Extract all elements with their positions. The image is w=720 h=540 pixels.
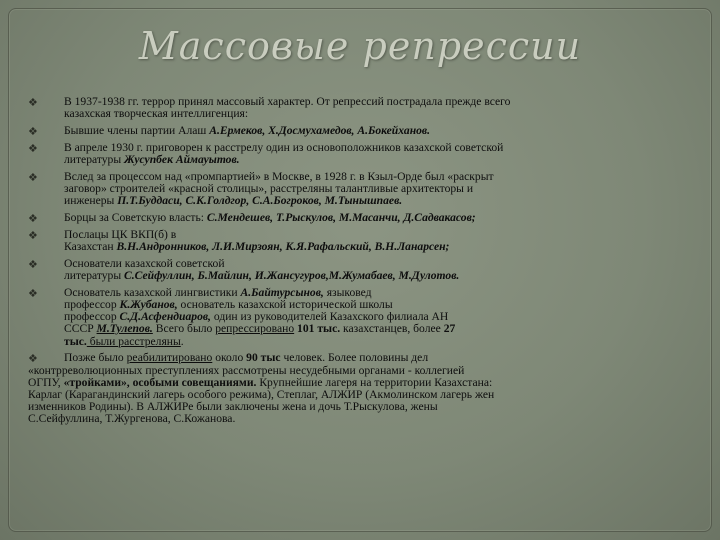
- list-item: ❖ В апреле 1930 г. приговорен к расстрелу один из основоположников казахской советской литературы Жусупбек Аймауытов.: [28, 140, 504, 166]
- list-item: ❖ Бывшие члены партии Алаш А.Ермеков, Х.Досмухамедов, А.Бокейханов.: [28, 124, 431, 138]
- diamond-bullet-icon: ❖: [28, 229, 38, 242]
- list-item: ❖ Основатель казахской лингвистики А.Байтурсынов, языковед профессор К.Жубанов, основатель казахской исторической школы профессор С.Д.Асфендиаров, один из руководителей Казахского филиала АН СССР М.Тулепов. Всего было репрессировано 101 тыс. казахстанцев, более 27 тыс. были расстреляны.: [28, 285, 456, 348]
- diamond-bullet-icon: ❖: [28, 213, 38, 225]
- diamond-bullet-icon: ❖: [28, 258, 38, 271]
- diamond-bullet-icon: ❖: [28, 171, 38, 184]
- diamond-bullet-icon: ❖: [28, 287, 38, 300]
- list-item: ❖ Основатели казахской советской литературы С.Сейфуллин, Б.Майлин, И.Жансугуров,М.Жумабаев, М.Дулотов.: [28, 256, 460, 282]
- list-item: ❖ Позже было реабилитировано около 90 тыс человек. Более половины дел «контрреволюционных преступлениях рассмотрены несудебными органами - коллегией ОГПУ, «тройками», особыми совещаниями. Крупнейшие лагеря на территории Казахстана: Карлаг (Карагандинский лагерь особого режима), Степлаг, АЛЖИР (Акмолинском лагерь жен изменников Родины). В АЛЖИРе были заключены жена и дочь Т.Рыскулова, жены С.Сейфуллина, Т.Жургенова, С.Кожанова.: [28, 351, 495, 426]
- diamond-bullet-icon: ❖: [28, 126, 38, 138]
- diamond-bullet-icon: ❖: [28, 353, 38, 366]
- list-item: ❖ Вслед за процессом над «промпартией» в Москве, в 1928 г. в Кзыл-Орде был «раскрыт заговор» строителей «красной столицы», расстреляны талантливые архитекторы и инженеры П.Т.Буддаси, С.К.Голдгор, С.А.Богроков, М.Тынышпаев.: [28, 169, 494, 208]
- list-item: ❖ Борцы за Советскую власть: С.Мендешев, Т.Рыскулов, М.Масанчи, Д.Садвакасов;: [28, 211, 476, 225]
- list-item: ❖ В 1937-1938 гг. террор принял массовый характер. От репрессий пострадала прежде всего казахская творческая интеллигенция:: [28, 95, 511, 121]
- diamond-bullet-icon: ❖: [28, 97, 38, 109]
- page-title: Массовые репрессии: [138, 24, 582, 68]
- diamond-bullet-icon: ❖: [28, 142, 38, 155]
- list-item: ❖ Послацы ЦК ВКП(б) в Казахстан В.Н.Андронников, Л.И.Мирзоян, К.Я.Рафальский, В.Н.Ланарсен;: [28, 227, 450, 253]
- bullet-list: [28, 96, 702, 430]
